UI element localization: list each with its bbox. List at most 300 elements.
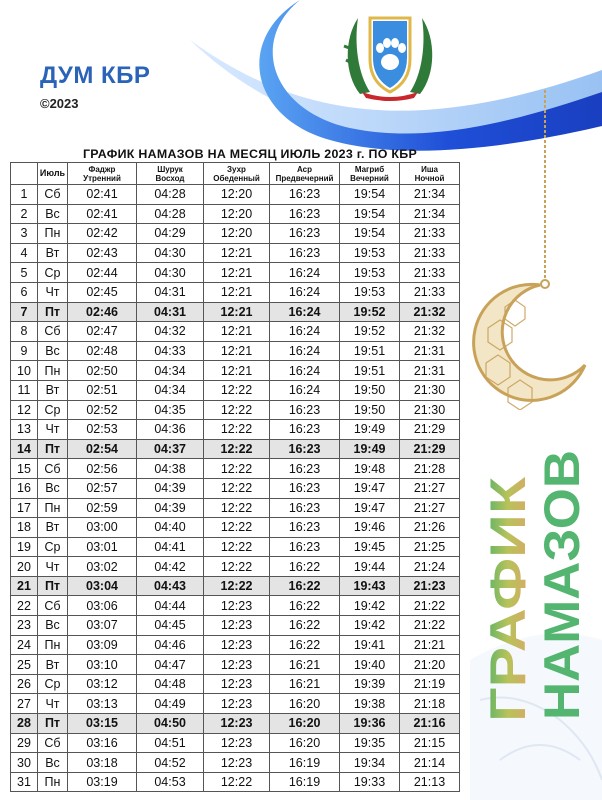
cell-asr: 16:19: [270, 753, 340, 773]
cell-wd: Вт: [38, 243, 68, 263]
table-body: [11, 185, 460, 792]
cell-fajr: 02:57: [68, 478, 137, 498]
cell-maghrib: 19:51: [340, 361, 400, 381]
cell-zuhr: 12:22: [204, 400, 270, 420]
cell-shuruk: 04:29: [137, 224, 204, 244]
cell-shuruk: 04:42: [137, 557, 204, 577]
cell-maghrib: 19:45: [340, 537, 400, 557]
cell-day: 1: [11, 185, 38, 205]
cell-fajr: 03:07: [68, 616, 137, 636]
cell-asr: 16:23: [270, 400, 340, 420]
cell-maghrib: 19:39: [340, 674, 400, 694]
cell-asr: 16:24: [270, 380, 340, 400]
cell-asr: 16:23: [270, 459, 340, 479]
cell-shuruk: 04:30: [137, 263, 204, 283]
cell-fajr: 02:50: [68, 361, 137, 381]
cell-maghrib: 19:50: [340, 400, 400, 420]
table-row: [11, 224, 460, 244]
cell-fajr: 02:43: [68, 243, 137, 263]
cell-wd: Вс: [38, 616, 68, 636]
cell-isha: 21:22: [400, 596, 460, 616]
cell-day: 12: [11, 400, 38, 420]
cell-maghrib: 19:50: [340, 380, 400, 400]
cell-asr: 16:24: [270, 302, 340, 322]
header-shuruk: [137, 163, 204, 185]
cell-shuruk: 04:34: [137, 361, 204, 381]
cell-asr: 16:22: [270, 635, 340, 655]
cell-fajr: 03:19: [68, 772, 137, 792]
cell-isha: 21:14: [400, 753, 460, 773]
table-row: [11, 282, 460, 302]
table-row: [11, 753, 460, 773]
cell-wd: Вт: [38, 518, 68, 538]
header-isha: [400, 163, 460, 185]
cell-asr: 16:24: [270, 263, 340, 283]
cell-maghrib: 19:34: [340, 753, 400, 773]
cell-wd: Сб: [38, 459, 68, 479]
cell-asr: 16:23: [270, 439, 340, 459]
table-row: [11, 518, 460, 538]
cell-asr: 16:23: [270, 224, 340, 244]
cell-fajr: 02:53: [68, 420, 137, 440]
cell-maghrib: 19:43: [340, 576, 400, 596]
cell-wd: Пт: [38, 302, 68, 322]
cell-zuhr: 12:23: [204, 674, 270, 694]
cell-fajr: 02:52: [68, 400, 137, 420]
cell-day: 17: [11, 498, 38, 518]
cell-shuruk: 04:34: [137, 380, 204, 400]
cell-isha: 21:21: [400, 635, 460, 655]
header-shuruk-sub: Восход: [155, 173, 185, 183]
cell-wd: Ср: [38, 263, 68, 283]
cell-asr: 16:20: [270, 733, 340, 753]
header-isha-name: Иша: [421, 164, 438, 174]
cell-day: 3: [11, 224, 38, 244]
cell-isha: 21:33: [400, 224, 460, 244]
table-row: [11, 537, 460, 557]
cell-shuruk: 04:35: [137, 400, 204, 420]
cell-isha: 21:27: [400, 478, 460, 498]
cell-wd: Вс: [38, 204, 68, 224]
cell-asr: 16:24: [270, 282, 340, 302]
cell-shuruk: 04:44: [137, 596, 204, 616]
cell-fajr: 03:15: [68, 714, 137, 734]
cell-shuruk: 04:52: [137, 753, 204, 773]
cell-wd: Сб: [38, 596, 68, 616]
cell-isha: 21:30: [400, 380, 460, 400]
cell-wd: Пн: [38, 498, 68, 518]
cell-zuhr: 12:22: [204, 459, 270, 479]
cell-day: 28: [11, 714, 38, 734]
header-zuhr-name: Зухр: [227, 164, 246, 174]
cell-maghrib: 19:52: [340, 302, 400, 322]
cell-shuruk: 04:36: [137, 420, 204, 440]
cell-maghrib: 19:40: [340, 655, 400, 675]
cell-maghrib: 19:47: [340, 498, 400, 518]
cell-fajr: 03:10: [68, 655, 137, 675]
cell-isha: 21:30: [400, 400, 460, 420]
cell-isha: 21:13: [400, 772, 460, 792]
table-row: [11, 380, 460, 400]
cell-shuruk: 04:53: [137, 772, 204, 792]
cell-isha: 21:18: [400, 694, 460, 714]
cell-fajr: 02:51: [68, 380, 137, 400]
cell-asr: 16:24: [270, 322, 340, 342]
cell-day: 26: [11, 674, 38, 694]
table-row: [11, 557, 460, 577]
cell-wd: Вт: [38, 655, 68, 675]
cell-fajr: 03:04: [68, 576, 137, 596]
cell-isha: 21:32: [400, 302, 460, 322]
cell-fajr: 03:13: [68, 694, 137, 714]
header-shuruk-name: Шурук: [157, 164, 183, 174]
cell-maghrib: 19:49: [340, 420, 400, 440]
cell-shuruk: 04:28: [137, 185, 204, 205]
cell-wd: Сб: [38, 185, 68, 205]
cell-asr: 16:24: [270, 341, 340, 361]
cell-isha: 21:25: [400, 537, 460, 557]
header-maghrib-sub: Вечерний: [350, 173, 389, 183]
table-row: [11, 204, 460, 224]
table-row: [11, 478, 460, 498]
cell-isha: 21:31: [400, 361, 460, 381]
cell-zuhr: 12:23: [204, 616, 270, 636]
cell-day: 10: [11, 361, 38, 381]
cell-maghrib: 19:46: [340, 518, 400, 538]
cell-asr: 16:22: [270, 576, 340, 596]
cell-day: 24: [11, 635, 38, 655]
table-row: [11, 714, 460, 734]
cell-day: 20: [11, 557, 38, 577]
table-row: [11, 576, 460, 596]
cell-asr: 16:21: [270, 674, 340, 694]
cell-asr: 16:19: [270, 772, 340, 792]
table-row: [11, 361, 460, 381]
cell-fajr: 03:16: [68, 733, 137, 753]
cell-shuruk: 04:47: [137, 655, 204, 675]
cell-day: 16: [11, 478, 38, 498]
header-fajr: [68, 163, 137, 185]
cell-fajr: 02:41: [68, 204, 137, 224]
cell-zuhr: 12:22: [204, 537, 270, 557]
table-row: [11, 243, 460, 263]
cell-fajr: 02:42: [68, 224, 137, 244]
cell-maghrib: 19:52: [340, 322, 400, 342]
cell-isha: 21:33: [400, 282, 460, 302]
cell-asr: 16:21: [270, 655, 340, 675]
cell-zuhr: 12:21: [204, 243, 270, 263]
cell-day: 2: [11, 204, 38, 224]
cell-wd: Вс: [38, 341, 68, 361]
cell-asr: 16:22: [270, 616, 340, 636]
cell-fajr: 02:44: [68, 263, 137, 283]
cell-wd: Ср: [38, 400, 68, 420]
header-maghrib: [340, 163, 400, 185]
table-row: [11, 772, 460, 792]
cell-wd: Пт: [38, 439, 68, 459]
cell-maghrib: 19:33: [340, 772, 400, 792]
cell-wd: Пт: [38, 714, 68, 734]
cell-shuruk: 04:32: [137, 322, 204, 342]
table-row: [11, 439, 460, 459]
header-asr-sub: Предвечерний: [275, 173, 334, 183]
cell-shuruk: 04:51: [137, 733, 204, 753]
cell-isha: 21:29: [400, 439, 460, 459]
table-row: [11, 635, 460, 655]
cell-maghrib: 19:42: [340, 596, 400, 616]
side-title: [483, 440, 593, 725]
cell-isha: 21:20: [400, 655, 460, 675]
table-row: [11, 459, 460, 479]
cell-zuhr: 12:23: [204, 694, 270, 714]
cell-zuhr: 12:20: [204, 204, 270, 224]
cell-zuhr: 12:23: [204, 753, 270, 773]
table-row: [11, 674, 460, 694]
cell-shuruk: 04:38: [137, 459, 204, 479]
cell-zuhr: 12:23: [204, 655, 270, 675]
cell-asr: 16:22: [270, 557, 340, 577]
table-row: [11, 733, 460, 753]
cell-fajr: 02:54: [68, 439, 137, 459]
cell-wd: Сб: [38, 322, 68, 342]
cell-zuhr: 12:21: [204, 322, 270, 342]
cell-maghrib: 19:54: [340, 185, 400, 205]
cell-isha: 21:31: [400, 341, 460, 361]
cell-maghrib: 19:42: [340, 616, 400, 636]
table-row: [11, 596, 460, 616]
header-fajr-sub: Утренний: [83, 173, 121, 183]
cell-shuruk: 04:33: [137, 341, 204, 361]
cell-fajr: 03:09: [68, 635, 137, 655]
cell-isha: 21:32: [400, 322, 460, 342]
cell-day: 15: [11, 459, 38, 479]
cell-isha: 21:24: [400, 557, 460, 577]
cell-shuruk: 04:28: [137, 204, 204, 224]
cell-shuruk: 04:41: [137, 537, 204, 557]
cell-shuruk: 04:49: [137, 694, 204, 714]
cell-maghrib: 19:49: [340, 439, 400, 459]
cell-isha: 21:34: [400, 204, 460, 224]
cell-isha: 21:33: [400, 243, 460, 263]
cell-asr: 16:20: [270, 714, 340, 734]
cell-fajr: 02:46: [68, 302, 137, 322]
cell-fajr: 02:59: [68, 498, 137, 518]
cell-wd: Чт: [38, 282, 68, 302]
cell-fajr: 03:02: [68, 557, 137, 577]
cell-wd: Вт: [38, 380, 68, 400]
cell-fajr: 03:06: [68, 596, 137, 616]
cell-fajr: 03:00: [68, 518, 137, 538]
cell-day: 8: [11, 322, 38, 342]
cell-asr: 16:23: [270, 204, 340, 224]
cell-shuruk: 04:31: [137, 282, 204, 302]
header-zuhr-sub: Обеденный: [213, 173, 260, 183]
cell-maghrib: 19:48: [340, 459, 400, 479]
cell-wd: Вс: [38, 753, 68, 773]
table-row: [11, 322, 460, 342]
cell-day: 11: [11, 380, 38, 400]
cell-zuhr: 12:22: [204, 498, 270, 518]
cell-shuruk: 04:37: [137, 439, 204, 459]
cell-maghrib: 19:44: [340, 557, 400, 577]
header-day: [11, 163, 38, 185]
cell-wd: Чт: [38, 694, 68, 714]
cell-maghrib: 19:36: [340, 714, 400, 734]
cell-day: 18: [11, 518, 38, 538]
cell-shuruk: 04:30: [137, 243, 204, 263]
cell-zuhr: 12:23: [204, 635, 270, 655]
emblem-icon: [340, 4, 440, 102]
header-fajr-name: Фаджр: [88, 164, 116, 174]
header-weekday-label: Июль: [39, 168, 66, 178]
cell-isha: 21:16: [400, 714, 460, 734]
cell-maghrib: 19:53: [340, 282, 400, 302]
cell-zuhr: 12:21: [204, 341, 270, 361]
prayer-schedule-table: [10, 162, 460, 792]
cell-wd: Чт: [38, 420, 68, 440]
cell-zuhr: 12:23: [204, 714, 270, 734]
cell-maghrib: 19:54: [340, 224, 400, 244]
cell-zuhr: 12:23: [204, 733, 270, 753]
cell-zuhr: 12:22: [204, 478, 270, 498]
cell-day: 23: [11, 616, 38, 636]
cell-zuhr: 12:20: [204, 224, 270, 244]
table-row: [11, 420, 460, 440]
cell-fajr: 02:48: [68, 341, 137, 361]
header-weekday: [38, 163, 68, 185]
cell-wd: Пт: [38, 576, 68, 596]
cell-isha: 21:27: [400, 498, 460, 518]
table-title: ГРАФИК НАМАЗОВ НА МЕСЯЦ ИЮЛЬ 2023 г. ПО КБР: [82, 147, 418, 161]
header-asr-name: Аср: [296, 164, 312, 174]
header-maghrib-name: Магриб: [354, 164, 385, 174]
cell-day: 25: [11, 655, 38, 675]
cell-asr: 16:23: [270, 537, 340, 557]
cell-fajr: 03:01: [68, 537, 137, 557]
cell-wd: Вс: [38, 478, 68, 498]
cell-shuruk: 04:40: [137, 518, 204, 538]
table-row: [11, 185, 460, 205]
cell-shuruk: 04:39: [137, 498, 204, 518]
cell-fajr: 02:56: [68, 459, 137, 479]
side-title-graphic: [483, 440, 593, 725]
cell-zuhr: 12:20: [204, 185, 270, 205]
cell-asr: 16:23: [270, 420, 340, 440]
cell-wd: Сб: [38, 733, 68, 753]
cell-maghrib: 19:35: [340, 733, 400, 753]
cell-day: 14: [11, 439, 38, 459]
cell-day: 6: [11, 282, 38, 302]
cell-zuhr: 12:22: [204, 557, 270, 577]
cell-fajr: 02:41: [68, 185, 137, 205]
cell-zuhr: 12:21: [204, 263, 270, 283]
cell-fajr: 03:18: [68, 753, 137, 773]
cell-isha: 21:23: [400, 576, 460, 596]
cell-day: 13: [11, 420, 38, 440]
cell-fajr: 02:45: [68, 282, 137, 302]
cell-shuruk: 04:50: [137, 714, 204, 734]
cell-maghrib: 19:51: [340, 341, 400, 361]
cell-day: 21: [11, 576, 38, 596]
cell-zuhr: 12:22: [204, 576, 270, 596]
side-title-line1: ГРАФИК: [483, 520, 536, 722]
table-header-row: [11, 163, 460, 185]
cell-isha: 21:29: [400, 420, 460, 440]
header-isha-sub: Ночной: [414, 173, 445, 183]
cell-day: 9: [11, 341, 38, 361]
cell-fajr: 03:12: [68, 674, 137, 694]
cell-asr: 16:23: [270, 518, 340, 538]
table-row: [11, 694, 460, 714]
cell-maghrib: 19:54: [340, 204, 400, 224]
cell-shuruk: 04:48: [137, 674, 204, 694]
cell-wd: Ср: [38, 537, 68, 557]
cell-wd: Пн: [38, 224, 68, 244]
table-row: [11, 400, 460, 420]
crescent-moon-icon: [470, 90, 600, 410]
cell-zuhr: 12:22: [204, 439, 270, 459]
cell-asr: 16:23: [270, 185, 340, 205]
cell-asr: 16:22: [270, 596, 340, 616]
cell-day: 22: [11, 596, 38, 616]
cell-maghrib: 19:53: [340, 243, 400, 263]
cell-maghrib: 19:53: [340, 263, 400, 283]
table-row: [11, 263, 460, 283]
cell-fajr: 02:47: [68, 322, 137, 342]
cell-day: 5: [11, 263, 38, 283]
cell-day: 4: [11, 243, 38, 263]
table-row: [11, 616, 460, 636]
cell-shuruk: 04:39: [137, 478, 204, 498]
cell-isha: 21:28: [400, 459, 460, 479]
cell-day: 30: [11, 753, 38, 773]
side-title-line2: НАМАЗОВ: [534, 464, 590, 720]
cell-zuhr: 12:22: [204, 380, 270, 400]
cell-wd: Пн: [38, 635, 68, 655]
cell-asr: 16:20: [270, 694, 340, 714]
table-row: [11, 655, 460, 675]
cell-maghrib: 19:47: [340, 478, 400, 498]
header-zuhr: [204, 163, 270, 185]
table-row: [11, 341, 460, 361]
cell-maghrib: 19:41: [340, 635, 400, 655]
cell-day: 7: [11, 302, 38, 322]
cell-day: 29: [11, 733, 38, 753]
cell-asr: 16:23: [270, 478, 340, 498]
table-row: [11, 302, 460, 322]
emblem-label: ХАСАНЬЯ: [366, 8, 414, 18]
cell-wd: Ср: [38, 674, 68, 694]
cell-isha: 21:33: [400, 263, 460, 283]
cell-zuhr: 12:22: [204, 420, 270, 440]
cell-wd: Пн: [38, 772, 68, 792]
cell-isha: 21:19: [400, 674, 460, 694]
header-asr: [270, 163, 340, 185]
cell-wd: Чт: [38, 557, 68, 577]
cell-zuhr: 12:21: [204, 302, 270, 322]
org-title: ДУМ КБР: [40, 62, 151, 89]
cell-zuhr: 12:21: [204, 361, 270, 381]
cell-day: 31: [11, 772, 38, 792]
cell-maghrib: 19:38: [340, 694, 400, 714]
cell-zuhr: 12:22: [204, 518, 270, 538]
table-row: [11, 498, 460, 518]
cell-shuruk: 04:31: [137, 302, 204, 322]
cell-isha: 21:26: [400, 518, 460, 538]
cell-asr: 16:24: [270, 361, 340, 381]
cell-isha: 21:15: [400, 733, 460, 753]
cell-zuhr: 12:22: [204, 772, 270, 792]
